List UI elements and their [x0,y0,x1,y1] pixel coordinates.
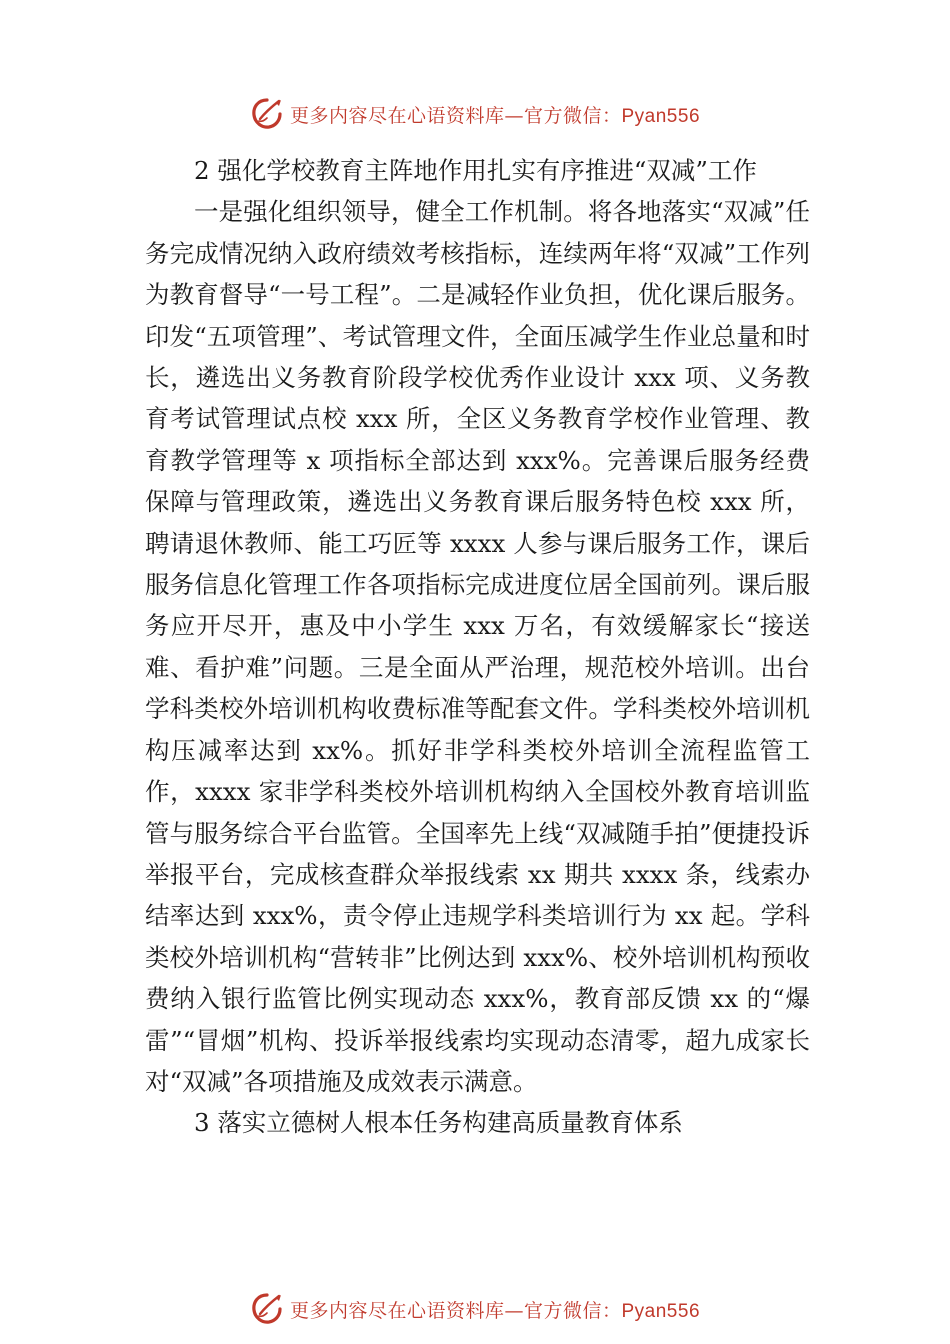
document-body [145,150,810,1144]
brush-pen-logo-icon [250,1292,284,1326]
section-heading-2: 2 强化学校教育主阵地作用扎实有序推进“双减”工作 [194,156,757,185]
watermark-text: 更多内容尽在心语资料库—官方微信：Pyan556 [289,1299,701,1322]
footer-watermark [0,1291,950,1327]
header-watermark [0,96,950,132]
watermark-text: 更多内容尽在心语资料库—官方微信：Pyan556 [289,104,701,127]
brush-pen-logo-icon [250,97,284,131]
section-heading-3: 3 落实立德树人根本任务构建高质量教育体系 [194,1108,683,1138]
body-paragraph: 一是强化组织领导，健全工作机制。将各地落实“双减”任务完成情况纳入政府绩效考核指标，连续两年将“双减”工作列为教育督导“一号工程”。二是减轻作业负担，优化课后服务。印发“五项管理”、考试管理文件，全面压减学生作业总量和时长，遴选出义务教育阶段学校优秀作业设计 xxx 项、义务教育考试管理试点校 xxx 所，全区义务教育学校作业管理、教育教学管理等 x 项指标全部达到 xxx%。完善课后服务经费保障与管理政策，遴选出义务教育课后服务特色校 xxx 所，聘请退休教师、能工巧匠等 xxxx 人参与课后服务工作，课后服务信息化管理工作各项指标完成进度位居全国前列。课后服务应开尽开，惠及中小学生 xxx 万名，有效缓解家长“接送难、看护难”问题。三是全面从严治理，规范校外培训。出台学科类校外培训机构收费标准等配套文件。学科类校外培训机构压减率达到 xx%。抓好非学科类校外培训全流程监管工作，xxxx 家非学科类校外培训机构纳入全国校外教育培训监管与服务综合平台监管。全国率先上线“双减随手拍”便捷投诉举报平台，完成核查群众举报线索 xx 期共 xxxx 条，线索办结率达到 xxx%，责令停止违规学科类培训行为 xx 起。学科类校外培训机构“营转非”比例达到 xxx%、校外培训机构预收费纳入银行监管比例实现动态 xxx%，教育部反馈 xx 的“爆雷”“冒烟”机构、投诉举报线索均实现动态清零，超九成家长对“双减”各项措施及成效表示满意。 [145,197,810,1096]
